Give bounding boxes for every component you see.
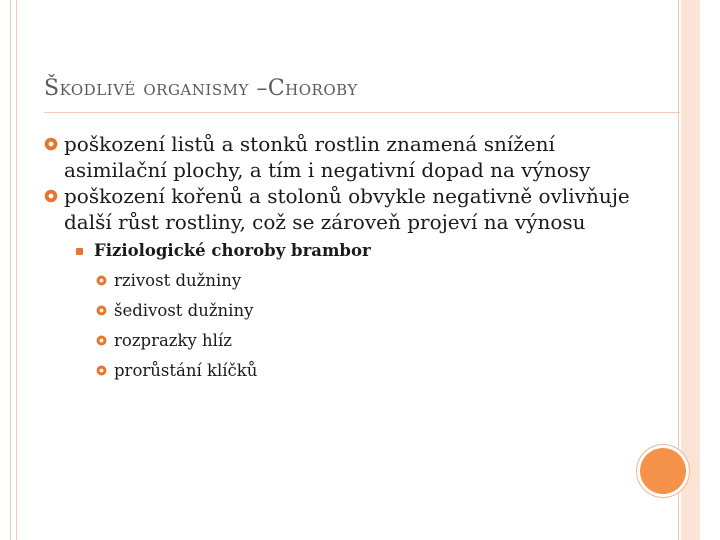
gear-bullet-icon: [96, 275, 107, 286]
subheading-item: [74, 236, 644, 266]
gear-bullet-icon: [44, 189, 58, 203]
decorative-side-strip: [681, 0, 700, 540]
title-divider: [44, 112, 680, 113]
bullet-item: [44, 131, 644, 183]
sub-bullet-item: [96, 356, 644, 386]
slide-content: [44, 131, 644, 386]
bullet-item: [44, 183, 644, 235]
decorative-circle: [640, 448, 686, 494]
gear-bullet-icon: [44, 137, 58, 151]
sub-bullet-text: šedivost dužniny: [114, 301, 254, 320]
sub-bullet-item: [96, 326, 644, 356]
gear-bullet-icon: [96, 305, 107, 316]
gear-bullet-icon: [96, 335, 107, 346]
sub-bullet-text: prorůstání klíčků: [114, 361, 258, 380]
slide-title: Škodlivé organismy –Choroby: [44, 76, 358, 101]
bullet-text: poškození kořenů a stolonů obvykle negativně ovlivňuje další růst rostliny, což se zároveň projeví na výnosu: [64, 184, 630, 234]
bullet-text: poškození listů a stonků rostlin znamená snížení asimilační plochy, a tím i negativní dopad na výnosy: [64, 132, 591, 182]
sub-bullet-item: [96, 296, 644, 326]
square-bullet-icon: [76, 248, 83, 255]
sub-bullet-text: rozprazky hlíz: [114, 331, 232, 350]
gear-bullet-icon: [96, 365, 107, 376]
sub-bullet-text: rzivost dužniny: [114, 271, 242, 290]
subheading-text: Fiziologické choroby brambor: [94, 241, 371, 260]
sub-bullet-item: [96, 266, 644, 296]
